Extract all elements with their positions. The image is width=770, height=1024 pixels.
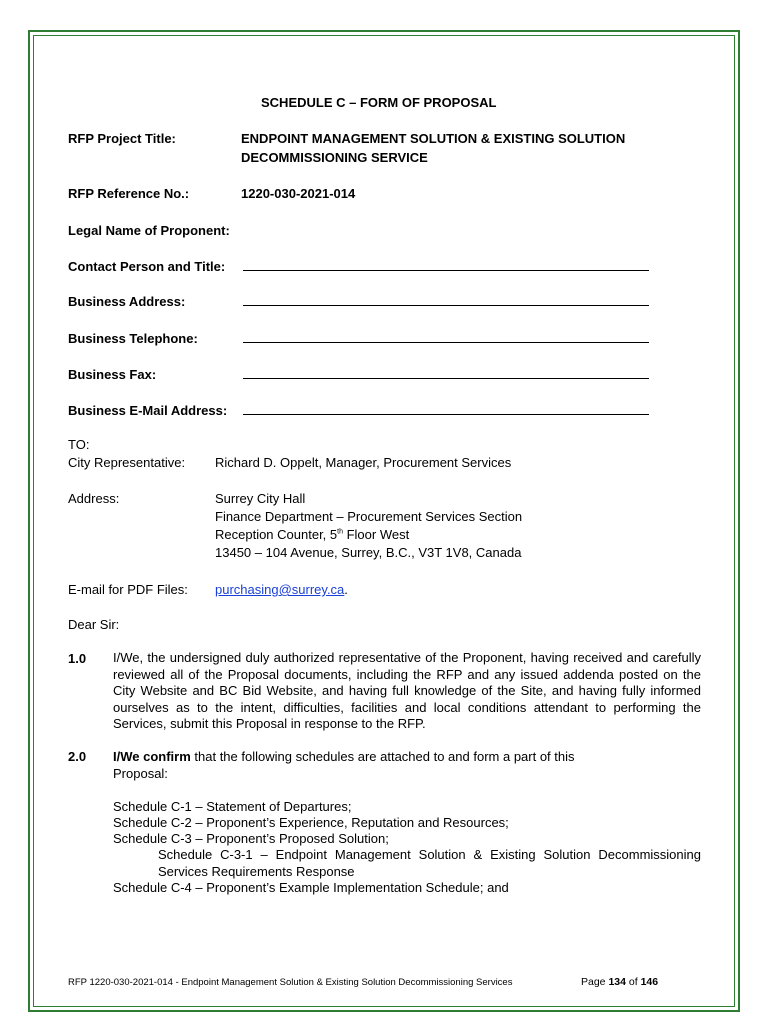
to-label: TO: [68, 437, 90, 452]
section-2-line2: Proposal: [113, 766, 168, 781]
project-title-line2: DECOMMISSIONING SERVICE [241, 150, 428, 165]
email-line[interactable] [243, 414, 649, 415]
address-line3-pre: Reception Counter, 5 [215, 527, 338, 542]
project-title-line1: ENDPOINT MANAGEMENT SOLUTION & EXISTING SOLUTION [241, 131, 626, 146]
pdf-email-label: E-mail for PDF Files: [68, 582, 188, 597]
section-2-line1 [113, 749, 575, 764]
city-address-line4: 13450 – 104 Avenue, Surrey, B.C., V3T 1V8, Canada [215, 545, 522, 560]
address-line3-post: Floor West [342, 527, 410, 542]
footer-text: RFP 1220-030-2021-014 - Endpoint Management Solution & Existing Solution Decommissioning Services [68, 977, 513, 988]
section-2-text-line1: that the following schedules are attached to and form a part of this [190, 749, 575, 764]
city-address-line2: Finance Department – Procurement Services Section [215, 509, 523, 524]
pdf-email-link[interactable]: purchasing@surrey.ca [215, 582, 345, 597]
legal-name-label: Legal Name of Proponent: [68, 223, 230, 238]
schedule-item: Schedule C-4 – Proponent’s Example Implementation Schedule; and [113, 880, 509, 895]
schedule-item-sub: Schedule C-3-1 – Endpoint Management Solution & Existing Solution Decommissioning Services Requirements Response [158, 847, 701, 879]
schedule-item: Schedule C-3 – Proponent’s Proposed Solution; [113, 831, 389, 846]
city-address-line1: Surrey City Hall [215, 491, 306, 506]
section-2-number: 2.0 [68, 749, 87, 764]
fax-line[interactable] [243, 378, 649, 379]
reference-value: 1220-030-2021-014 [241, 186, 356, 201]
rep-label: City Representative: [68, 455, 186, 470]
rep-value: Richard D. Oppelt, Manager, Procurement Services [215, 455, 512, 470]
schedule-item: Schedule C-1 – Statement of Departures; [113, 799, 352, 814]
salutation: Dear Sir: [68, 617, 120, 632]
section-1-text: I/We, the undersigned duly authorized representative of the Proponent, having received and carefully reviewed all of the Proposal documents, including the RFP and any issued addenda posted on the City Website and BC Bid Website, and having full knowledge of the Site, and having fully informed ourselves as to the intent, difficulties, facilities and local conditions attendant to performing the Services, submit this Proposal in response to the RFP. [113, 650, 701, 731]
footer-page [581, 976, 658, 988]
city-address-label: Address: [68, 491, 120, 506]
section-1-number: 1.0 [68, 651, 87, 666]
footer-page-label: Page [581, 976, 606, 988]
email-label: Business E-Mail Address: [68, 403, 228, 418]
address-line[interactable] [243, 305, 649, 306]
address-label: Business Address: [68, 294, 186, 309]
footer-page-number: 134 [608, 976, 626, 988]
reference-label: RFP Reference No.: [68, 186, 190, 201]
address-line3-sup: th [337, 528, 343, 536]
schedule-title: SCHEDULE C – FORM OF PROPOSAL [261, 95, 497, 110]
telephone-line[interactable] [243, 342, 649, 343]
section-2-bold-lead: I/We confirm [113, 749, 191, 764]
schedule-item: Schedule C-2 – Proponent’s Experience, Reputation and Resources; [113, 815, 509, 830]
pdf-email [215, 582, 348, 597]
contact-line[interactable] [243, 270, 649, 271]
contact-label: Contact Person and Title: [68, 259, 226, 274]
footer-page-total: 146 [640, 976, 659, 988]
footer-of-label: of [628, 976, 638, 988]
telephone-label: Business Telephone: [68, 331, 198, 346]
pdf-email-suffix: . [344, 582, 348, 597]
fax-label: Business Fax: [68, 367, 157, 382]
city-address-line3 [215, 527, 409, 542]
project-title-label: RFP Project Title: [68, 131, 176, 146]
